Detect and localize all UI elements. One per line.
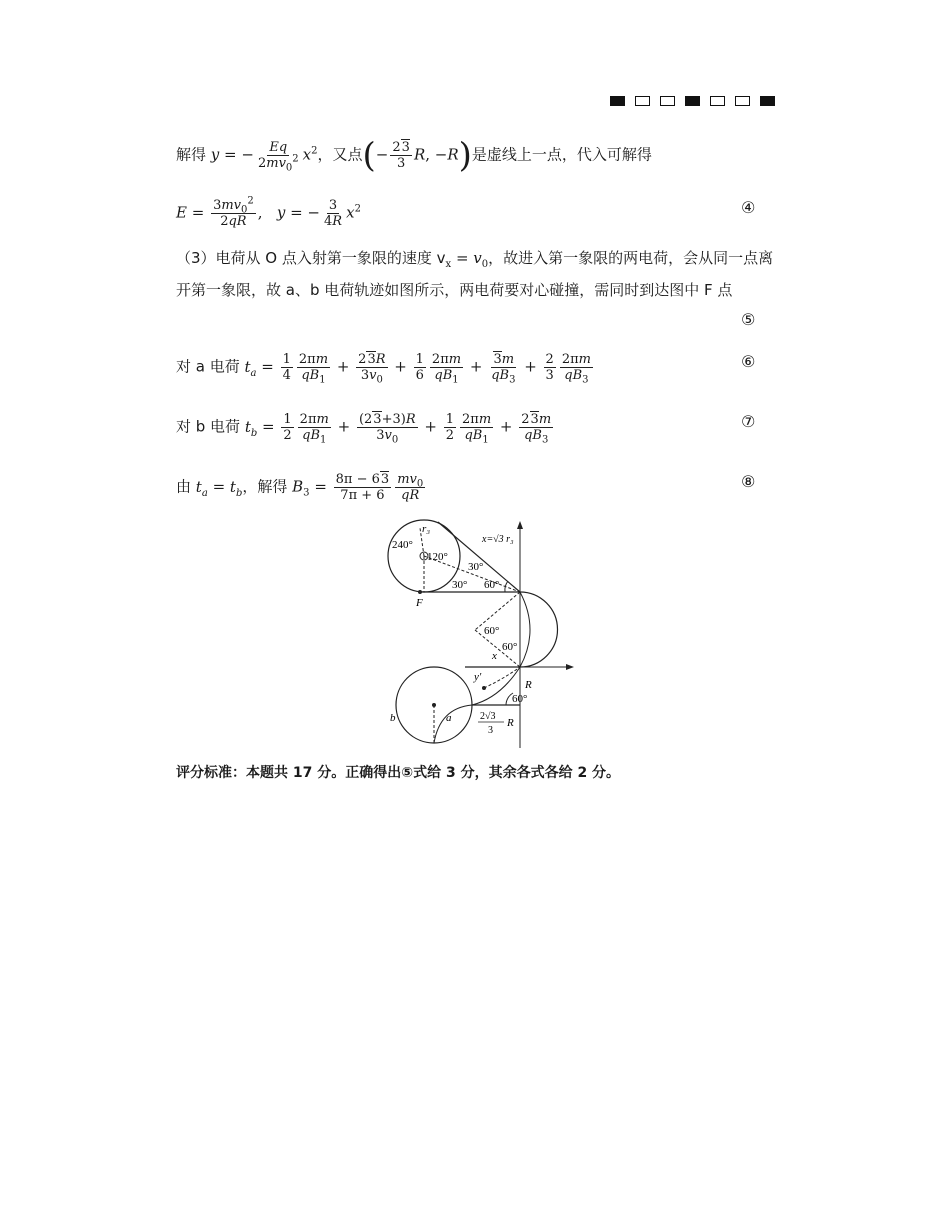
text: 由 <box>176 477 192 496</box>
text: ，故进入第一象限的两电荷，会从同一点离 <box>488 249 774 267</box>
equation-number: ⑧ <box>741 472 756 491</box>
label-frac-den: 3 <box>488 725 493 736</box>
solution-line-8: 由 $t_a = t_b$，解得 $B_3$ = $\frac{8\pi - 63}{7\pi + 6}$ $\frac{mv_0}{qR}$ ⑧ <box>176 472 756 503</box>
equation-number: ⑤ <box>741 310 756 329</box>
label-frac-num: 2√3 <box>480 711 496 722</box>
inner-arc <box>520 592 530 667</box>
mark-empty <box>710 96 725 106</box>
text: ，又点 <box>317 145 363 164</box>
point-F <box>418 590 422 594</box>
mark-filled <box>610 96 625 106</box>
solution-line-6: 对 a 电荷 $t_a$ = $\frac{1}{4}$ $\frac{2\pi m}{qB_1}$ + $\frac{23R}{3v_0}$ + $\frac{1}{6}$ $\frac{2\pi m}{qB_1}$ + $\frac{3m}{qB_3}$ + $\frac{2}{3}$ $\frac{2\pi m}{qB_3}$ ⑥ <box>176 352 756 386</box>
label-x: x <box>492 650 497 662</box>
label-y-prime: y' <box>474 671 482 683</box>
mark-filled <box>685 96 700 106</box>
grading-note: 评分标准：本题共 17 分。正确得出⑤式给 3 分，其余各式各给 2 分。 <box>176 765 621 781</box>
equation-number: ④ <box>741 198 756 217</box>
label-60c: 60° <box>502 641 518 653</box>
header-marks <box>610 96 775 106</box>
point-dot <box>482 686 486 690</box>
text: 解得 <box>176 145 207 164</box>
dashed-parabola <box>484 667 520 688</box>
equation-number: ⑥ <box>741 352 756 371</box>
label-60b: 60° <box>484 625 500 637</box>
text: （3）电荷从 O 点入射第一象限的速度 v <box>176 249 446 267</box>
label-60a: 60° <box>484 579 500 591</box>
text: ，解得 <box>242 477 288 496</box>
mark-empty <box>660 96 675 106</box>
label-r3: r₃ <box>422 523 431 535</box>
text: 对 a 电荷 <box>176 357 240 376</box>
label-a: a <box>446 712 452 724</box>
mark-empty <box>735 96 750 106</box>
x-axis-arrow <box>566 664 574 670</box>
label-30a: 30° <box>468 561 484 573</box>
solution-line-4 <box>176 280 786 300</box>
label-F: F <box>416 597 423 609</box>
solution-line-7: 对 b 电荷 $t_b$ = $\frac{1}{2}$ $\frac{2\pi m}{qB_1}$ + $\frac{(23+3)R}{3v_0}$ + $\frac{1}{2}$ $\frac{2\pi m}{qB_1}$ + $\frac{23m}{qB_3}$ ⑦ <box>176 412 756 446</box>
label-R: R <box>525 679 532 691</box>
text: 开第一象限，故 a、b 电荷轨迹如图所示，两电荷要对心碰撞，需同时到达图中 F 点 <box>176 281 733 299</box>
text: 对 b 电荷 <box>176 417 241 436</box>
trajectory-diagram <box>380 518 580 753</box>
label-x-eq: x=√3 r₃ <box>482 534 514 545</box>
text: 是虚线上一点，代入可解得 <box>471 145 652 164</box>
label-240: 240° <box>392 539 413 551</box>
y-axis-arrow <box>517 521 523 529</box>
solution-line-2: E = $\frac{3mv_0^2}{2qR}$ , y = − $\frac{3}{4R}$ $x^2$ ④ <box>176 195 756 229</box>
mark-empty <box>635 96 650 106</box>
label-120: 120° <box>427 551 448 563</box>
equation-number: ⑦ <box>741 412 756 431</box>
label-30b: 30° <box>452 579 468 591</box>
label-b: b <box>390 712 396 724</box>
label-60d: 60° <box>512 693 528 705</box>
solution-line-1: 解得 y = − $\frac{Eq}{2mv_0^2}$ $x^2$，又点(− $\frac{23}{3}$ R, −R)是虚线上一点，代入可解得 <box>176 135 652 176</box>
label-frac-R: R <box>507 717 514 729</box>
mark-filled <box>760 96 775 106</box>
solution-line-3: （3）电荷从 O 点入射第一象限的速度 $v_x = v_0$，故进入第一象限的两电荷，会从同一点离 <box>176 249 774 270</box>
